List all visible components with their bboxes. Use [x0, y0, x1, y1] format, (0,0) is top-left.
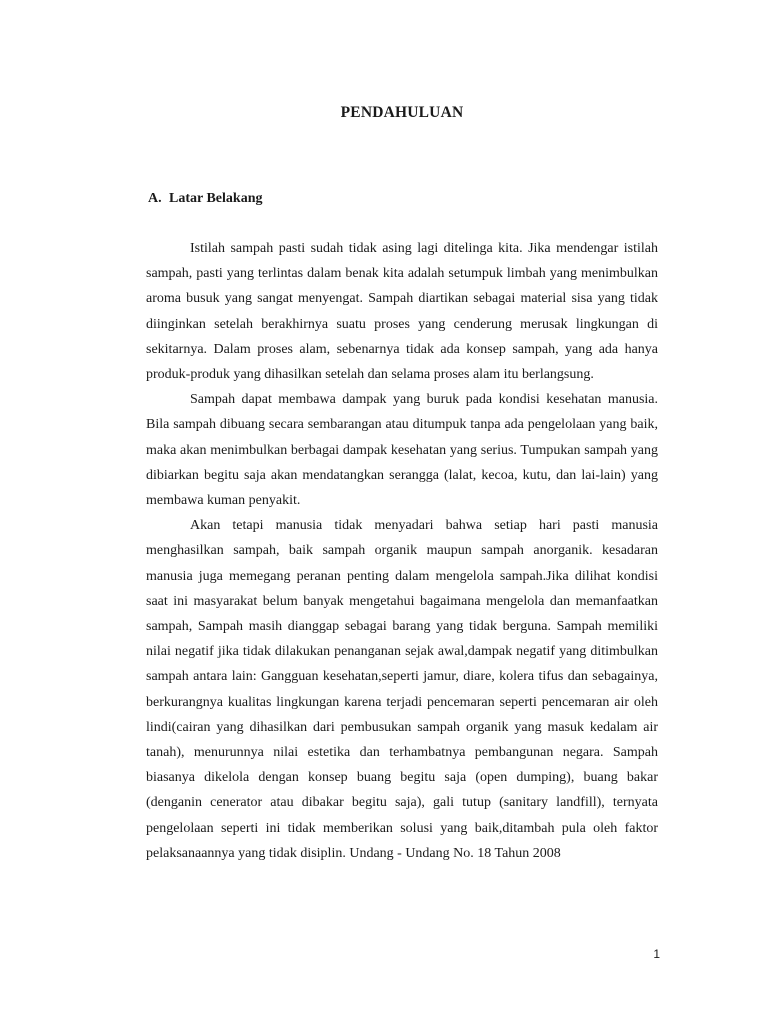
paragraph-3: Akan tetapi manusia tidak menyadari bahwa setiap hari pasti manusia menghasilkan sampah, baik sampah organik maupun sampah anorganik. kesadaran manusia juga memegang peranan penting dalam mengelola sampah.Jika dilihat kondisi saat ini masyarakat belum banyak mengetahui bagaimana mengelola dan memanfaatkan sampah, Sampah masih dianggap sebagai barang yang tidak berguna. Sampah memiliki nilai negatif jika tidak dilakukan penanganan sejak awal,dampak negatif yang ditimbulkan sampah antara lain: Gangguan kesehatan,seperti jamur, diare, kolera tifus dan sebagainya, berkurangnya kualitas lingkungan karena terjadi pencemaran seperti pencemaran air oleh lindi(cairan yang dihasilkan dari pembusukan sampah organik yang masuk kedalam air tanah), menurunnya nilai estetika dan terhambatnya pembangunan negara. Sampah biasanya dikelola dengan konsep buang begitu saja (open dumping), buang bakar (denganin cenerator atau dibakar begitu saja), gali tutup (sanitary landfill), ternyata pengelolaan seperti ini tidak memberikan solusi yang baik,ditambah pula oleh faktor pelaksanaannya yang tidak disiplin. Undang - Undang No. 18 Tahun 2008 — [146, 518, 658, 861]
body-text — [146, 236, 658, 866]
section-heading — [148, 191, 262, 207]
paragraph-2: Sampah dapat membawa dampak yang buruk pada kondisi kesehatan manusia. Bila sampah dibuang secara sembarangan atau ditumpuk tanpa ada pengelolaan yang baik, maka akan menimbulkan berbagai dampak kesehatan yang serius. Tumpukan sampah yang dibiarkan begitu saja akan mendatangkan serangga (lalat, kecoa, kutu, dan lai-lain) yang membawa kuman penyakit. — [146, 392, 658, 509]
section-title: Latar Belakang — [169, 191, 263, 206]
page-number: 1 — [653, 947, 660, 961]
paragraph-1: Istilah sampah pasti sudah tidak asing lagi ditelinga kita. Jika mendengar istilah sampah, pasti yang terlintas dalam benak kita adalah setumpuk limbah yang menimbulkan aroma busuk yang sangat menyengat. Sampah diartikan sebagai material sisa yang tidak diinginkan setelah berakhirnya suatu proses yang cenderung merusak lingkungan di sekitarnya. Dalam proses alam, sebenarnya tidak ada konsep sampah, yang ada hanya produk-produk yang dihasilkan setelah dan selama proses alam itu berlangsung. — [146, 241, 658, 383]
section-letter: A. — [148, 191, 162, 206]
page-title: PENDAHULUAN — [340, 104, 464, 121]
